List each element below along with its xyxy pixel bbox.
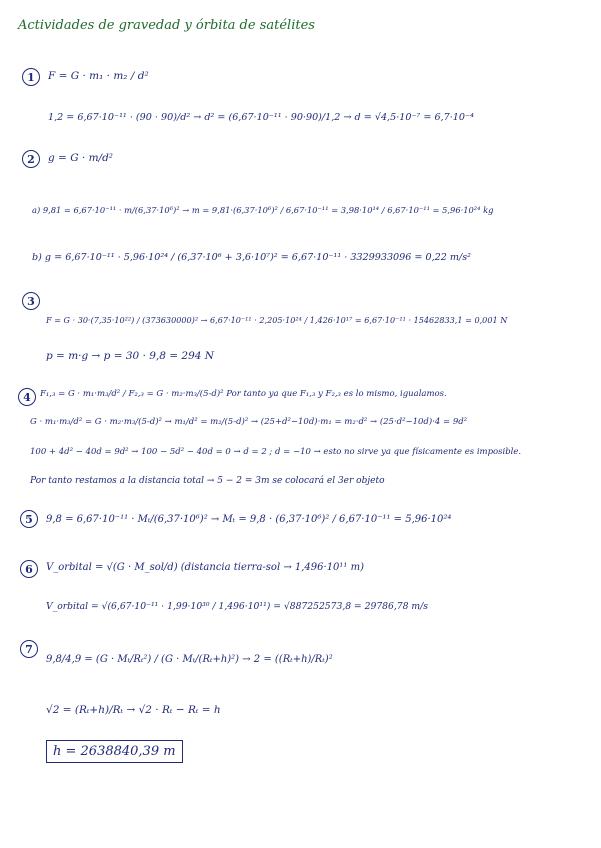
item-number-7: 7	[20, 640, 38, 658]
item-3-line-2: p = m·g → p = 30 · 9,8 = 294 N	[46, 350, 214, 362]
item-4-line-4: Por tanto restamos a la distancia total → 5 − 2 = 3m se colocará el 3er objeto	[30, 476, 385, 486]
item-number-1: 1	[22, 68, 40, 86]
item-number-4: 4	[18, 388, 36, 406]
item-1-line-2: 1,2 = 6,67·10⁻¹¹ · (90 · 90)/d² → d² = (6,67·10⁻¹¹ · 90·90)/1,2 → d = √4,5·10⁻⁷ = 6,7·10⁻⁴	[48, 112, 474, 123]
page-title: Actividades de gravedad y órbita de satélites	[18, 18, 315, 33]
item-5-line-1: 9,8 = 6,67·10⁻¹¹ · Mₜ/(6,37·10⁶)² → Mₜ = 9,8 · (6,37·10⁶)² / 6,67·10⁻¹¹ = 5,96·10²⁴	[46, 514, 452, 525]
item-2-line-3: b) g = 6,67·10⁻¹¹ · 5,96·10²⁴ / (6,37·10⁶ + 3,6·10⁷)² = 6,67·10⁻¹¹ · 3329933096 = 0,22 m/s²	[32, 252, 472, 263]
item-2-line-2: a) 9,81 = 6,67·10⁻¹¹ · m/(6,37·10⁶)² → m = 9,81·(6,37·10⁶)² / 6,67·10⁻¹¹ = 3,98·10¹⁴ / 6,67·10⁻¹¹ = 5,96·10²⁴ kg	[32, 205, 494, 215]
final-answer-box: h = 2638840,39 m	[46, 740, 183, 763]
item-6-line-1: V_orbital = √(G · M_sol/d) (distancia tierra-sol → 1,496·10¹¹ m)	[46, 562, 365, 573]
item-number-2: 2	[22, 150, 40, 168]
item-4-line-2: G · m₁·m₃/d² = G · m₂·m₃/(5-d)² → m₁/d² = m₂/(5-d)² → (25+d²−10d)·m₁ = m₂·d² → (25·d²−10d)·4 = 9d²	[30, 417, 468, 427]
item-2-line-1: g = G · m/d²	[48, 152, 114, 164]
item-1-line-1: F = G · m₁ · m₂ / d²	[48, 70, 149, 82]
item-4-line-1: F₁,₃ = G · m₁·m₃/d² / F₂,₃ = G · m₂·m₃/(5-d)² Por tanto ya que F₁,₃ y F₂,₃ es lo mismo, igualamos.	[40, 389, 447, 399]
item-number-3: 3	[22, 292, 40, 310]
item-6-line-2: V_orbital = √(6,67·10⁻¹¹ · 1,99·10³⁰ / 1,496·10¹¹) = √887252573,8 = 29786,78 m/s	[46, 601, 428, 612]
item-number-6: 6	[20, 560, 38, 578]
item-3-line-1: F = G · 30·(7,35·10²²) / (373630000)² → 6,67·10⁻¹¹ · 2,205·10²⁴ / 1,426·10¹⁷ = 6,67·10⁻¹¹ · 15462833,1 = 0,001 N	[46, 315, 508, 325]
item-7-line-1: 9,8/4,9 = (G · Mₜ/Rₜ²) / (G · Mₜ/(Rₜ+h)²) → 2 = ((Rₜ+h)/Rₜ)²	[46, 654, 333, 665]
item-4-line-3: 100 + 4d² − 40d = 9d² → 100 − 5d² − 40d = 0 → d = 2 ; d = −10 → esto no sirve ya que físicamente es imposible.	[30, 447, 522, 457]
item-number-5: 5	[20, 510, 38, 528]
item-7-line-2: √2 = (Rₜ+h)/Rₜ → √2 · Rₜ − Rₜ = h	[46, 704, 221, 716]
